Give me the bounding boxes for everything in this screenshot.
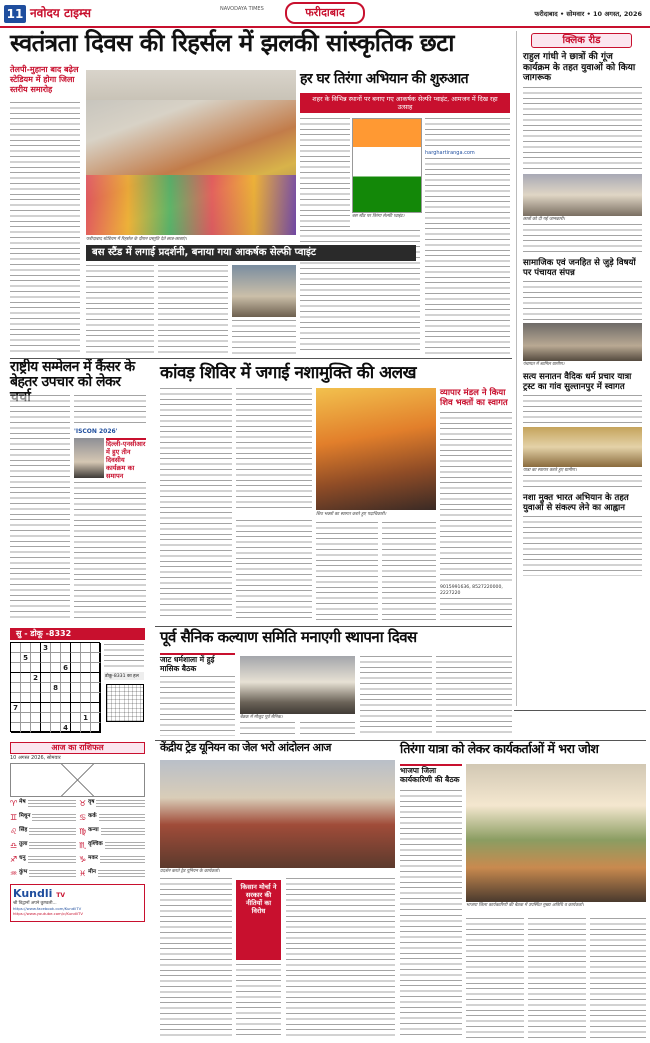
sudoku-cell: [91, 683, 101, 693]
veteran-photo-caption: बैठक में मौजूद पूर्व सैनिक।: [240, 715, 283, 720]
kanwar-headline: कांवड़ शिविर में जगाई नशामुक्ति की अलख: [160, 363, 417, 383]
yatra-body-col5: [590, 918, 646, 1038]
sudoku-cell: [51, 703, 61, 713]
sudoku-cell: [21, 683, 31, 693]
sudoku-cell: [21, 693, 31, 703]
union-headline: केंद्रीय ट्रेड यूनियन का जेल भरो आंदोलन आज: [160, 741, 331, 754]
click-read-item3-body: [523, 395, 642, 425]
sudoku-cell: [91, 693, 101, 703]
rashifal-sign-label: कन्या: [88, 827, 99, 833]
sudoku-cell: [41, 723, 51, 733]
rashifal-sign-label: तुला: [19, 841, 28, 847]
veteran-headline: पूर्व सैनिक कल्याण समिति मनाएगी स्थापना दिवस: [160, 628, 417, 646]
click-read-item2-photo: [523, 323, 642, 361]
kundli-ad-name: Kundli: [13, 887, 53, 900]
union-photo-caption: प्रदर्शन करते ट्रेड यूनियन के कार्यकर्ता।: [160, 869, 220, 874]
sudoku-cell: [11, 643, 21, 653]
sudoku-cell: [11, 723, 21, 733]
kundli-ad: [10, 884, 145, 922]
rashifal-sign: [79, 869, 145, 881]
page-number: 11: [4, 5, 26, 23]
zodiac-icon: ♉: [79, 799, 87, 808]
vyapar-body: [440, 412, 512, 582]
divider-right: [514, 710, 646, 711]
sudoku-cell: [71, 683, 81, 693]
veteran-photo: [240, 656, 355, 714]
sudoku-cell: [11, 673, 21, 683]
sudoku-cell: [31, 663, 41, 673]
rashifal-sign: [79, 813, 145, 825]
tiranga-body-col2: [425, 118, 510, 146]
tiranga-body-col1: [300, 118, 350, 228]
sudoku-cell: [81, 683, 91, 693]
zodiac-icon: ♊: [10, 813, 18, 822]
sudoku-cell: [41, 663, 51, 673]
lead-photo-caption: फरीदाबाद स्टेडियम में रिहर्सल के दौरान प्रस्तुति देते छात्र-छात्राएं।: [86, 237, 187, 242]
zodiac-icon: ♎: [10, 841, 18, 850]
sudoku-cell: [61, 693, 71, 703]
rashifal-sign: [10, 869, 76, 881]
rashifal-block: [10, 742, 145, 1040]
veteran-body-col2: [240, 722, 295, 736]
zodiac-icon: ♈: [10, 799, 18, 808]
click-read-item1-photo: [523, 174, 642, 216]
cancer-headline: राष्ट्रीय सम्मेलन में कैंसर के बेहतर उपचार को लेकर: [10, 359, 135, 390]
sudoku-cell: 5: [21, 653, 31, 663]
click-read-item1-caption: छात्रों को दी गई जानकारी।: [523, 216, 565, 222]
kundli-ad-sub: TV: [56, 892, 66, 899]
veteran-body-col4: [360, 656, 432, 736]
click-read-item2-caption: पंचायत में शामिल ग्रामीण।: [523, 362, 565, 368]
veteran-body-col1: [160, 676, 235, 736]
click-read-title: क्लिक रीड: [531, 33, 632, 48]
sudoku-cell: [31, 643, 41, 653]
rashifal-sign: [10, 827, 76, 839]
rashifal-sign-label: सिंह: [19, 827, 28, 833]
union-highlight-text: किसान मोर्चा ने सरकार की नीतियों का विरोध: [240, 883, 277, 915]
sudoku-answer-grid: [106, 684, 144, 722]
sudoku-cell: [21, 673, 31, 683]
sudoku-cell: [51, 693, 61, 703]
sudoku-cell: [11, 653, 21, 663]
sudoku-cell: [41, 713, 51, 723]
click-read-item4-headline: नशा मुक्त भारत अभियान के तहत युवाओं से संकल्प लेने का आह्वान: [523, 493, 629, 514]
city-tab: [285, 2, 365, 24]
sudoku-cell: [41, 693, 51, 703]
click-read-item1-headline: राहुल गांधी ने छात्रों की गूंज कार्यक्रम के तहत युवाओं को किया जागरूक: [523, 52, 636, 83]
tiranga-headline: हर घर तिरंगा अभियान की शुरुआत: [300, 71, 469, 87]
click-read-item2-headline: सामाजिक एवं जनहित से जुड़े विषयों पर पंचायत संपन्न: [523, 258, 636, 279]
sudoku-cell: [21, 703, 31, 713]
sudoku-cell: 1: [81, 713, 91, 723]
sudoku-cell: [91, 663, 101, 673]
sudoku-cell: [91, 673, 101, 683]
lead-body-col1: [10, 102, 80, 354]
tiranga-photo: [352, 118, 422, 213]
veteran-body-col5: [436, 656, 512, 736]
sudoku-cell: [31, 713, 41, 723]
tiranga-photo-caption: बस स्टैंड पर तिरंगा सेल्फी प्वाइंट।: [352, 214, 405, 219]
kanwar-body-col2: [236, 388, 312, 510]
rashifal-sign: [10, 855, 76, 867]
sudoku-cell: 6: [61, 663, 71, 673]
rashifal-sign-label: धनु: [19, 855, 26, 861]
rashifal-sign-label: कुंभ: [19, 869, 28, 875]
zodiac-icon: ♌: [10, 827, 18, 836]
sudoku-cell: [81, 723, 91, 733]
rashifal-sign-list: [10, 799, 145, 881]
rashifal-sign: [10, 799, 76, 811]
union-body-col2: [236, 964, 281, 1038]
sudoku-cell: [61, 683, 71, 693]
sudoku-cell: [51, 643, 61, 653]
kanwar-photo: [316, 388, 436, 510]
sudoku-cell: [91, 643, 101, 653]
rashifal-sign-label: मेष: [19, 799, 26, 805]
yatra-body-col2: [400, 915, 462, 1038]
sudoku-cell: [71, 693, 81, 703]
rashifal-sign: [79, 827, 145, 839]
rashifal-sign-label: कर्क: [88, 813, 97, 819]
dateline: फरीदाबाद • सोमवार • 10 अगस्त, 2026: [534, 10, 642, 18]
sudoku-cell: [81, 663, 91, 673]
rashifal-sign-label: वृश्चिक: [88, 841, 103, 847]
sudoku-cell: [41, 683, 51, 693]
cancer-body-col1: [10, 395, 70, 620]
cancer-body-col3: [74, 482, 146, 620]
rashifal-sign: [79, 841, 145, 853]
click-read-item1-body: [523, 87, 642, 172]
sudoku-cell: [71, 653, 81, 663]
bus-stand-photo: [232, 265, 296, 317]
rashifal-date: 10 अगस्त 2026, सोमवार: [10, 755, 61, 761]
kanwar-photo-caption: शिव भक्तों का स्वागत करते हुए पदाधिकारी।: [316, 512, 387, 517]
tiranga-url: harghartiranga.com: [425, 150, 475, 156]
sudoku-cell: [31, 703, 41, 713]
zodiac-icon: ♋: [79, 813, 87, 822]
kundli-ad-logo: [13, 887, 142, 900]
zodiac-icon: ♑: [79, 855, 87, 864]
sudoku-cell: 7: [11, 703, 21, 713]
sudoku-cell: [51, 653, 61, 663]
sudoku-answer-label: डोकू-8331 का हल: [104, 672, 144, 680]
click-read-item3-caption: यात्रा का स्वागत करते हुए ग्रामीण।: [523, 467, 577, 473]
bus-stand-banner: [86, 245, 416, 261]
sudoku-cell: [31, 693, 41, 703]
vyapar-body-end: [440, 598, 512, 620]
yatra-inset-text: भाजपा जिला कार्यकारिणी की बैठक: [400, 766, 460, 784]
sudoku-cell: 4: [61, 723, 71, 733]
kundli-ad-text: श्री विद्वानों अपने कुण्डली...: [13, 901, 57, 906]
sudoku-cell: [81, 653, 91, 663]
rashifal-sign-label: मीन: [88, 869, 96, 875]
click-read-item4-body: [523, 516, 642, 576]
sudoku-cell: [41, 673, 51, 683]
yatra-photo-caption: भाजपा जिला कार्यकारिणी की बैठक में उपस्थित मुख्य अतिथि व कार्यकर्ता।: [466, 903, 584, 908]
union-photo: [160, 760, 395, 868]
zodiac-icon: ♍: [79, 827, 87, 836]
sudoku-cell: [71, 703, 81, 713]
yatra-photo: [466, 764, 646, 902]
yatra-inset: [400, 764, 462, 784]
sudoku-cell: [11, 693, 21, 703]
divider-mid: [155, 626, 512, 627]
cancer-photo: [74, 438, 104, 478]
sudoku-cell: [31, 683, 41, 693]
vyapar-headline: व्यापार मंडल ने किया शिव भक्तों का स्वागत: [440, 388, 508, 408]
kundli-ad-fb[interactable]: https://www.facebook.com/KundliTV: [13, 906, 82, 911]
sudoku-cell: [21, 643, 31, 653]
sudoku-cell: 3: [41, 643, 51, 653]
click-read-item2-body: [523, 281, 642, 321]
yatra-body-col1: [400, 790, 462, 910]
lead-headline: स्वतंत्रता दिवस की रिहर्सल में झलकी सांस्कृतिक छटा: [10, 29, 455, 57]
tiranga-body-col3: [425, 158, 510, 354]
sudoku-cell: [81, 673, 91, 683]
veteran-body-col3: [300, 722, 355, 736]
cancer-inset-headline: दिल्ली-एनसीआर में हुए तीन दिवसीय कार्यक्रम का समापन: [106, 440, 146, 480]
sudoku-cell: [61, 643, 71, 653]
veteran-inset-text: जाट धर्मशाला में हुई मासिक बैठक: [160, 655, 215, 673]
rashifal-sign: [79, 855, 145, 867]
bus-stand-headline: बस स्टैंड में लगाई प्रदर्शनी, बनाया गया आकर्षक सेल्फी प्वाइंट: [92, 247, 316, 258]
bus-stand-body-col2: [158, 265, 228, 355]
click-read-item3-headline: सत्य सनातन वैदिक धर्म प्रचार यात्रा ट्रस्ट का गांव सुल्तानपुर में स्वागत: [523, 371, 632, 392]
cancer-inset: [106, 438, 146, 478]
sudoku-cell: 8: [51, 683, 61, 693]
zodiac-icon: ♐: [10, 855, 18, 864]
rashifal-sign-label: वृष: [88, 799, 95, 805]
sudoku-cell: [81, 643, 91, 653]
rashifal-sign-label: मिथुन: [19, 813, 31, 819]
vyapar-numbers: 9015991636, 8527220000, 2227220: [440, 585, 503, 596]
bus-stand-body-col1: [86, 265, 154, 355]
sudoku-title: सु - डोकू -8332: [10, 628, 145, 640]
click-read-item3-photo: [523, 427, 642, 467]
kundli-ad-yt[interactable]: https://www.youtube.com/c/KundliTV: [13, 911, 83, 916]
sudoku-cell: 2: [31, 673, 41, 683]
yatra-body-col4: [528, 918, 586, 1038]
sudoku-cell: [81, 703, 91, 713]
tiranga-subhead: [300, 93, 510, 113]
sudoku-cell: [71, 673, 81, 683]
sudoku-cell: [11, 663, 21, 673]
sudoku-cell: [51, 713, 61, 723]
masthead: [0, 0, 650, 28]
sudoku-cell: [71, 723, 81, 733]
sudoku-cell: [81, 693, 91, 703]
sudoku-cell: [91, 703, 101, 713]
sudoku-cell: [11, 713, 21, 723]
sudoku-cell: [91, 653, 101, 663]
sudoku-cell: [91, 713, 101, 723]
sudoku-grid: [10, 642, 100, 732]
kanwar-body-col1: [160, 388, 232, 620]
tiranga-subhead-text: शहर के विभिन्न स्थानों पर बनाए गए आकर्षक सेल्फी प्वाइंट, आमजन में दिख रहा उत्साह: [312, 95, 498, 111]
kanwar-body-col3: [236, 520, 312, 620]
divider-top: [10, 358, 512, 359]
sudoku-cell: [61, 703, 71, 713]
rashifal-sign: [10, 813, 76, 825]
rashifal-sign: [10, 841, 76, 853]
union-highlight: [236, 880, 281, 960]
sudoku-cell: [51, 673, 61, 683]
kanwar-body-col5: [382, 522, 436, 620]
paper-sub: NAVODAYA TIMES: [220, 6, 264, 12]
divider-bottom: [155, 740, 646, 741]
sudoku-cell: [11, 683, 21, 693]
sudoku-cell: [21, 723, 31, 733]
kanwar-body-col4: [316, 522, 378, 620]
rashifal-title: आज का राशिफल: [10, 742, 145, 754]
click-read-sidebar: [516, 31, 646, 706]
sudoku-cell: [71, 663, 81, 673]
sudoku-cell: [61, 653, 71, 663]
paper-name: नवोदय टाइम्स: [30, 6, 92, 20]
cancer-body-col2: [74, 395, 146, 425]
city-label: फरीदाबाद: [305, 6, 345, 19]
sudoku-cell: [41, 653, 51, 663]
sudoku-cell: [51, 663, 61, 673]
sudoku-cell: [91, 723, 101, 733]
rashifal-sign: [79, 799, 145, 811]
lead-photo: [86, 70, 296, 235]
yatra-headline: तिरंगा यात्रा को लेकर कार्यकर्ताओं में भरा जोश: [400, 741, 599, 756]
zodiac-icon: ♒: [10, 869, 18, 878]
sudoku-cell: [31, 653, 41, 663]
sudoku-cell: [21, 713, 31, 723]
sudoku-cell: [71, 643, 81, 653]
sudoku-cell: [61, 713, 71, 723]
sudoku-cell: [51, 723, 61, 733]
lead-kicker: तेलपी-मुहाना बाद बढ़ेल स्टेडियम में होगा जिला स्तरीय समारोह: [10, 65, 79, 94]
rashifal-chart: [10, 763, 145, 797]
zodiac-icon: ♏: [79, 841, 87, 850]
union-body-col3: [286, 878, 395, 1038]
yatra-body-col3: [466, 918, 524, 1038]
veteran-inset: [160, 653, 235, 673]
sudoku-cell: [21, 663, 31, 673]
rashifal-sign-label: मकर: [88, 855, 98, 861]
sudoku-cell: [61, 673, 71, 683]
zodiac-icon: ♓: [79, 869, 87, 878]
cancer-quote: 'ISCON 2026': [74, 428, 118, 435]
sudoku-block: [10, 628, 145, 738]
union-body-col1: [160, 878, 232, 1038]
sudoku-cell: [71, 713, 81, 723]
sudoku-cell: [41, 703, 51, 713]
bus-stand-body-col3: [232, 320, 296, 355]
sudoku-cell: [31, 723, 41, 733]
